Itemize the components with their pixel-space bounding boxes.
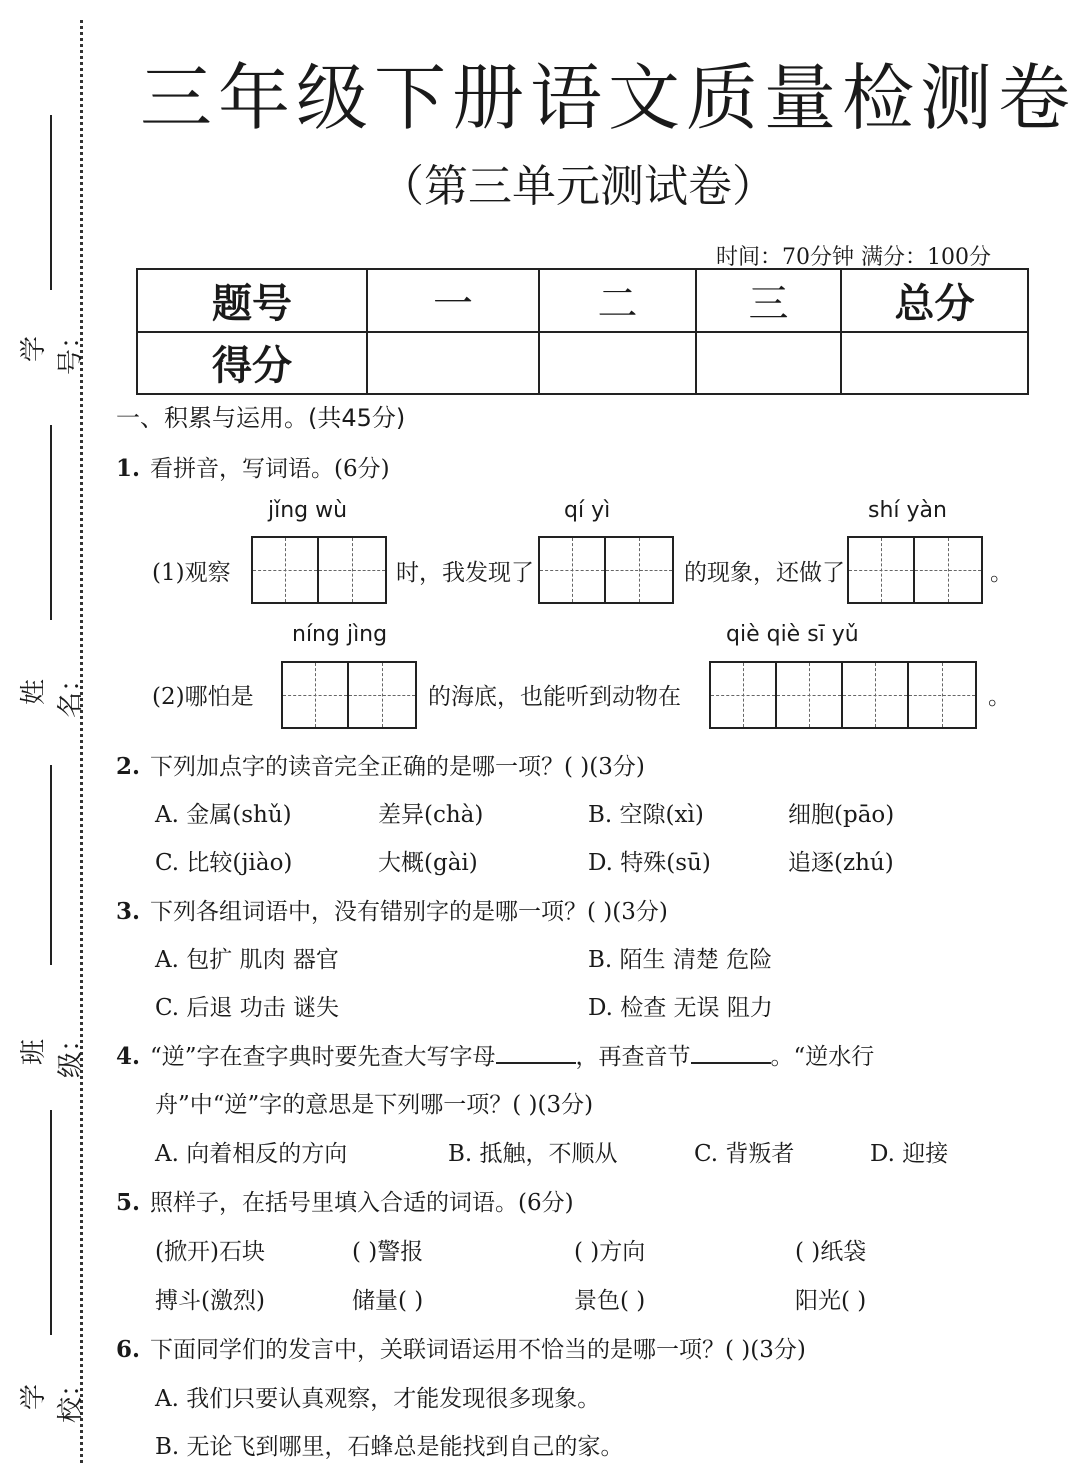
school-label: 学校： <box>19 1371 86 1424</box>
q4-option-c: C. 背叛者 <box>694 1141 795 1167</box>
q5-r2-item-4[interactable]: 阳光( ) <box>795 1288 867 1314</box>
q1-1-pinyin-3: shí yàn <box>868 498 947 523</box>
q5-heading <box>116 1184 574 1217</box>
score-table <box>136 268 1029 395</box>
q1-1-pinyin-2: qí yì <box>564 498 611 523</box>
q5-r1-item-4[interactable]: ( )纸袋 <box>795 1239 867 1265</box>
student-no-label: 学号： <box>19 323 86 376</box>
header-cell-question: 题号 <box>137 269 367 332</box>
section-1-heading: 一、积累与运用。(共45分) <box>116 404 406 432</box>
q4-text-2: ，再查音节 <box>575 1044 691 1070</box>
q5-r1-item-3[interactable]: ( )方向 <box>574 1239 646 1265</box>
q2-option-c2: 大概(gài) <box>378 850 478 876</box>
q3-option-b: B. 陌生 清楚 危险 <box>588 947 773 973</box>
header-cell-3: 三 <box>696 269 841 332</box>
q1-2-pinyin-1: níng jìng <box>292 622 388 647</box>
class-line <box>50 765 52 965</box>
q5-number: 5. <box>116 1189 141 1216</box>
q3-text: 下列各组词语中，没有错别字的是哪一项？( )(3分) <box>150 899 668 925</box>
q6-heading <box>116 1331 806 1364</box>
q2-option-c1: C. 比较(jiào) <box>155 850 293 876</box>
header-cell-1: 一 <box>367 269 539 332</box>
q1-number: 1. <box>116 455 141 482</box>
q3-heading <box>116 893 668 926</box>
q4-option-a: A. 向着相反的方向 <box>155 1141 348 1167</box>
exam-meta: 时间：70分钟 满分：100分 <box>716 245 991 270</box>
q1-1-answer-grid-3[interactable] <box>847 536 983 604</box>
q5-text: 照样子，在括号里填入合适的词语。(6分) <box>150 1190 574 1216</box>
q1-2-lead: (2)哪怕是 <box>152 684 254 710</box>
q6-text: 下面同学们的发言中，关联词语运用不恰当的是哪一项？( )(3分) <box>150 1337 806 1363</box>
q4-number: 4. <box>116 1043 141 1070</box>
q1-text: 看拼音，写词语。(6分) <box>150 456 390 482</box>
q2-option-b1: B. 空隙(xì) <box>588 802 704 828</box>
q6-option-a: A. 我们只要认真观察，才能发现很多现象。 <box>155 1386 601 1412</box>
q1-1-pinyin-1: jǐng wù <box>268 498 348 523</box>
q1-1-mid-1: 时，我发现了 <box>396 560 534 586</box>
q5-r2-item-1: 搏斗(激烈) <box>155 1288 265 1314</box>
q1-heading <box>116 450 390 483</box>
score-row-label: 得分 <box>137 332 367 395</box>
q4-heading <box>116 1038 874 1071</box>
q5-r1-item-2[interactable]: ( )警报 <box>352 1239 424 1265</box>
q4-option-b: B. 抵触，不顺从 <box>448 1141 618 1167</box>
q6-number: 6. <box>116 1336 141 1363</box>
q3-option-c: C. 后退 功击 谜失 <box>155 995 340 1021</box>
name-line <box>50 425 52 620</box>
q2-option-d2: 追逐(zhú) <box>788 850 894 876</box>
q4-blank-letter[interactable] <box>496 1062 576 1064</box>
page-title: 三年级下册语文质量检测卷 <box>140 56 1077 140</box>
class-label: 班级： <box>19 1026 86 1079</box>
q1-1-lead: (1)观察 <box>152 560 231 586</box>
q4-text-3: 。“逆水行 <box>770 1044 875 1070</box>
q1-1-answer-grid-2[interactable] <box>538 536 674 604</box>
q2-option-b2: 细胞(pāo) <box>788 802 895 828</box>
school-line <box>50 1110 52 1335</box>
q5-r1-item-1: (掀开)石块 <box>155 1239 265 1265</box>
header-cell-2: 二 <box>539 269 696 332</box>
q4-text-1: “逆”字在查字典时要先查大写字母 <box>150 1044 496 1070</box>
q2-heading <box>116 748 645 781</box>
q1-1-mid-2: 的现象，还做了 <box>684 560 845 586</box>
score-cell-2[interactable] <box>539 332 696 395</box>
q2-option-a1: A. 金属(shǔ) <box>155 802 292 828</box>
q1-2-pinyin-2: qiè qiè sī yǔ <box>726 622 859 647</box>
q5-r2-item-3[interactable]: 景色( ) <box>574 1288 646 1314</box>
page-subtitle: （第三单元测试卷） <box>380 161 776 212</box>
score-table-header-row <box>137 269 1028 332</box>
q2-number: 2. <box>116 753 141 780</box>
binding-dashed-line <box>80 20 83 1463</box>
score-cell-total[interactable] <box>841 332 1028 395</box>
q5-r2-item-2[interactable]: 储量( ) <box>352 1288 424 1314</box>
score-table-score-row <box>137 332 1028 395</box>
q2-option-a2: 差异(chà) <box>378 802 484 828</box>
score-cell-3[interactable] <box>696 332 841 395</box>
q6-option-b: B. 无论飞到哪里，石蜂总是能找到自己的家。 <box>155 1434 624 1460</box>
q3-option-d: D. 检查 无误 阻力 <box>588 995 773 1021</box>
q4-option-d: D. 迎接 <box>870 1141 949 1167</box>
q3-option-a: A. 包扩 肌肉 器官 <box>155 947 339 973</box>
score-cell-1[interactable] <box>367 332 539 395</box>
student-no-line <box>50 115 52 290</box>
header-cell-total: 总分 <box>841 269 1028 332</box>
q4-blank-syllable[interactable] <box>691 1062 771 1064</box>
q1-2-answer-grid-1[interactable] <box>281 661 417 729</box>
q4-line-2: 舟”中“逆”字的意思是下列哪一项？( )(3分) <box>155 1092 594 1118</box>
q2-option-d1: D. 特殊(sū) <box>588 850 711 876</box>
q1-2-answer-grid-2[interactable] <box>709 661 977 729</box>
q1-1-end: 。 <box>990 560 1013 586</box>
q2-text: 下列加点字的读音完全正确的是哪一项？( )(3分) <box>150 754 645 780</box>
q3-number: 3. <box>116 898 141 925</box>
q1-1-answer-grid-1[interactable] <box>251 536 387 604</box>
name-label: 姓名： <box>19 666 86 719</box>
q1-2-end: 。 <box>988 684 1011 710</box>
q1-2-mid: 的海底，也能听到动物在 <box>428 684 681 710</box>
